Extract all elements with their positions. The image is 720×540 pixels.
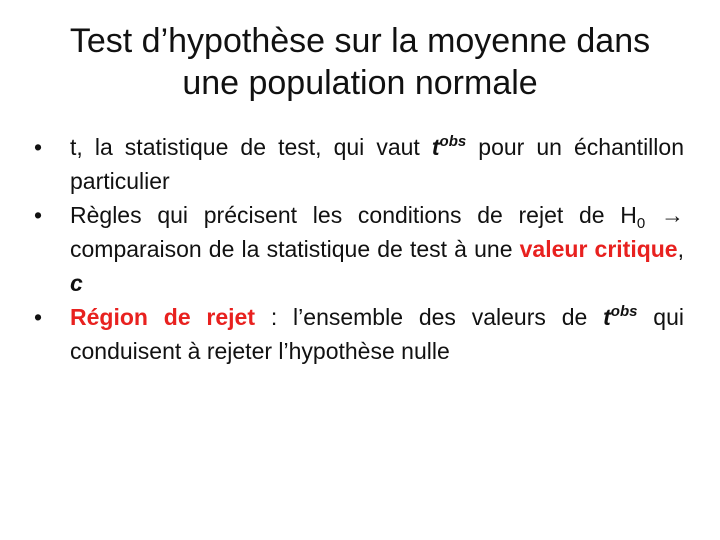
obs-superscript: obs	[610, 303, 638, 320]
bullet-text: comparaison de la statistique de test à une	[70, 236, 520, 262]
bullet-text: qui conduisent à rejeter l’hypothèse nulle	[70, 304, 684, 364]
t-obs-variable: t	[603, 304, 611, 330]
critical-value-highlight: valeur critique	[519, 236, 678, 262]
h0-subscript: 0	[636, 215, 646, 232]
bullet-item-rejection-region	[34, 300, 684, 368]
obs-superscript: obs	[439, 133, 467, 150]
arrow-icon: →	[645, 202, 684, 228]
bullet-marker: •	[34, 202, 43, 228]
bullet-item-rejection-rules	[34, 198, 684, 300]
bullet-marker: •	[34, 134, 43, 160]
bullet-text: : l’ensemble des valeurs de	[255, 304, 604, 330]
t-obs-variable: t	[431, 134, 440, 160]
slide-title	[30, 20, 690, 104]
bullet-text: ,	[677, 236, 684, 262]
rejection-region-highlight: Région de rejet	[70, 304, 256, 330]
bullet-text: t, la statistique de test, qui vaut	[70, 134, 432, 160]
bullet-marker: •	[34, 304, 43, 330]
title-line-1: Test d’hypothèse sur la moyenne dans	[69, 22, 651, 60]
bullet-item-test-statistic	[34, 130, 684, 198]
bullet-text: Règles qui précisent les conditions de rejet de H	[70, 202, 637, 228]
title-line-2: une population normale	[182, 64, 538, 102]
bullet-list	[34, 130, 684, 368]
bullet-text: pour un échantillon particulier	[70, 134, 684, 194]
c-variable: c	[70, 270, 83, 296]
